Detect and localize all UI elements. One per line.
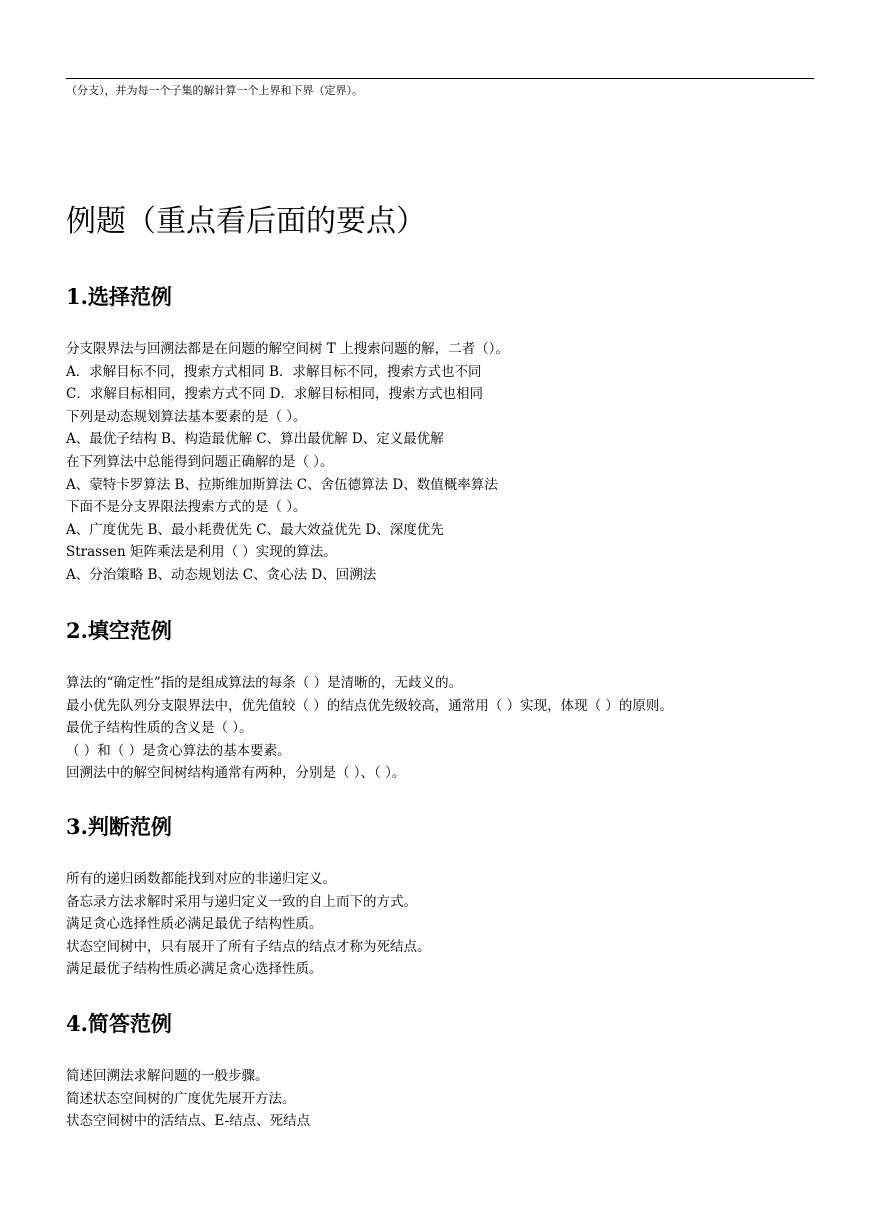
header-rule: [66, 78, 814, 79]
question-line: （ ）和（ ）是贪心算法的基本要素。: [66, 742, 291, 759]
section-title: 4.简答范例: [66, 1011, 172, 1036]
section-short-answer-examples: [66, 1009, 826, 1133]
question-line: 备忘录方法求解时采用与递归定义一致的自上而下的方式。: [66, 893, 417, 910]
option-line: A、最优子结构 B、构造最优解 C、算出最优解 D、定义最优解: [66, 431, 444, 448]
question-line: 下面不是分支界限法搜索方式的是（ ）。: [66, 499, 307, 516]
option-line: A、分治策略 B、动态规划法 C、贪心法 D、回溯法: [66, 566, 377, 583]
section-title: 1.选择范例: [66, 284, 172, 309]
question-line: 最小优先队列分支限界法中，优先值较（ ）的结点优先级较高，通常用（ ）实现，体现（ ）的原则。: [66, 697, 673, 714]
page-title: 例题（重点看后面的要点）: [66, 204, 426, 239]
section-choice-examples: [66, 282, 826, 587]
question-line: 状态空间树中，只有展开了所有子结点的结点才称为死结点。: [66, 938, 431, 955]
question-line: 所有的递归函数都能找到对应的非递归定义。: [66, 871, 336, 887]
header-note: （分支），并为每一个子集的解计算一个上界和下界（定界）。: [66, 84, 363, 97]
question-line: 状态空间树中的活结点、E-结点、死结点: [66, 1113, 311, 1130]
section-true-false-examples: [66, 812, 826, 981]
section-title: 2.填空范例: [66, 618, 172, 643]
section-title: 3.判断范例: [66, 814, 172, 839]
option-line: A、广度优先 B、最小耗费优先 C、最大效益优先 D、深度优先: [66, 521, 444, 538]
question-line: 简述回溯法求解问题的一般步骤。: [66, 1068, 269, 1084]
question-line: 下列是动态规划算法基本要素的是（ ）。: [66, 408, 307, 425]
option-line: C．求解目标相同，搜索方式不同 D．求解目标相同，搜索方式也相同: [66, 386, 483, 403]
option-line: A．求解目标不同，搜索方式相同 B．求解目标不同，搜索方式也不同: [66, 363, 482, 380]
question-line: 在下列算法中总能得到问题正确解的是（ ）。: [66, 453, 334, 470]
question-line: 满足最优子结构性质必满足贪心选择性质。: [66, 961, 323, 978]
question-line: 回溯法中的解空间树结构通常有两种，分别是（ ）、（ ）。: [66, 765, 406, 782]
question-line: 分支限界法与回溯法都是在问题的解空间树 T 上搜索问题的解，二者（）。: [66, 341, 509, 357]
question-line: 简述状态空间树的广度优先展开方法。: [66, 1090, 296, 1107]
option-line: A、蒙特卡罗算法 B、拉斯维加斯算法 C、舍伍德算法 D、数值概率算法: [66, 476, 498, 493]
question-line: 算法的“确定性”指的是组成算法的每条（ ）是清晰的，无歧义的。: [66, 675, 463, 691]
question-line: 最优子结构性质的含义是（ ）。: [66, 720, 253, 737]
question-line: Strassen 矩阵乘法是利用（ ）实现的算法。: [66, 544, 337, 561]
question-line: 满足贪心选择性质必满足最优子结构性质。: [66, 916, 323, 933]
section-fill-in-examples: [66, 616, 826, 785]
